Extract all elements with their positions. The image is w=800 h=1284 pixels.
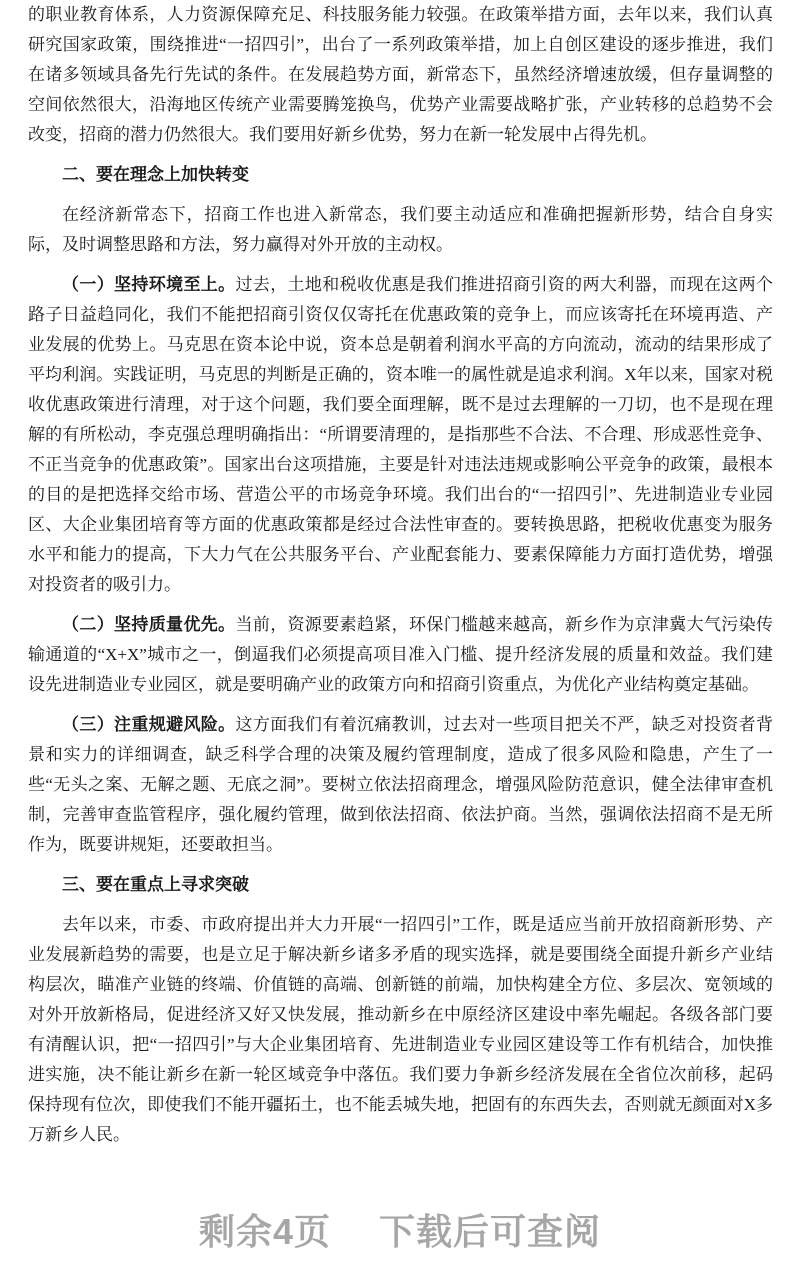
item-lead: （三）注重规避风险。 bbox=[62, 715, 236, 734]
item-lead: （一）坚持环境至上。 bbox=[62, 275, 236, 294]
item-text: 这方面我们有着沉痛教训，过去对一些项目把关不严，缺乏对投资者背景和实力的详细调查，缺乏科学合理的决策及履约管理制度，造成了很多风险和隐患，产生了一些“无头之案、无解之题、无底之洞”。要树立依法招商理念，增强风险防范意识，健全法律审查机制，完善审查监管程序，强化履约管理，做到依法招商、依法护商。当然，强调依法招商不是无所作为，既要讲规矩，还要敢担当。 bbox=[28, 715, 773, 854]
document-body bbox=[28, 0, 773, 1150]
section-2-item-3 bbox=[28, 710, 773, 860]
section-2-intro: 在经济新常态下，招商工作也进入新常态，我们要主动适应和准确把握新形势，结合自身实际，及时调整思路和方法，努力赢得对外开放的主动权。 bbox=[28, 205, 773, 254]
section-3-body: 去年以来，市委、市政府提出并大力开展“一招四引”工作，既是适应当前开放招商新形势、产业发展新趋势的需要，也是立足于解决新乡诸多矛盾的现实选择，就是要围绕全面提升新乡产业结构层次，瞄准产业链的终端、价值链的高端、创新链的前端，加快构建全方位、多层次、宽领域的对外开放新格局，促进经济又好又快发展，推动新乡在中原经济区建设中率先崛起。各级各部门要有清醒认识，把“一招四引”与大企业集团培育、先进制造业专业园区建设等工作有机结合，加快推进实施，决不能让新乡在新一轮区域竞争中落伍。我们要力争新乡经济发展在全省位次前移，起码保持现有位次，即使我们不能开疆拓土，也不能丢城失地，把固有的东西失去，否则就无颜面对X多万新乡人民。 bbox=[28, 915, 773, 1144]
download-to-view-label[interactable]: 下载后可查阅 bbox=[379, 1211, 602, 1252]
section-2-heading: 二、要在理念上加快转变 bbox=[62, 165, 249, 184]
intro-paragraph: 的职业教育体系，人力资源保障充足、科技服务能力较强。在政策举措方面，去年以来，我们认真研究国家政策，围绕推进“一招四引”，出台了一系列政策举措，加上自创区建设的逐步推进，我们在诸多领域具备先行先试的条件。在发展趋势方面，新常态下，虽然经济增速放缓，但存量调整的空间依然很大，沿海地区传统产业需要腾笼换鸟，优势产业需要战略扩张，产业转移的总趋势不会改变，招商的潜力仍然很大。我们要用好新乡优势，努力在新一轮发展中占得先机。 bbox=[28, 5, 773, 144]
item-text: 当前，资源要素趋紧，环保门槛越来越高，新乡作为京津冀大气污染传输通道的“X+X”城市之一，倒逼我们必须提高项目准入门槛、提升经济发展的质量和效益。我们建设先进制造业专业园区，就是要明确产业的政策方向和招商引资重点，为优化产业结构奠定基础。 bbox=[28, 615, 773, 694]
download-prompt[interactable] bbox=[0, 1210, 800, 1284]
section-3-heading: 三、要在重点上寻求突破 bbox=[62, 875, 249, 894]
item-lead: （二）坚持质量优先。 bbox=[62, 615, 236, 634]
section-2-item-1 bbox=[28, 270, 773, 600]
item-text: 过去，土地和税收优惠是我们推进招商引资的两大利器，而现在这两个路子日益趋同化，我们不能把招商引资仅仅寄托在优惠政策的竞争上，而应该寄托在环境再造、产业发展的优势上。马克思在资本论中说，资本总是朝着利润水平高的方向流动，流动的结果形成了平均利润。实践证明，马克思的判断是正确的，资本唯一的属性就是追求利润。X年以来，国家对税收优惠政策进行清理，对于这个问题，我们要全面理解，既不是过去理解的一刀切，也不是现在理解的有所松动，李克强总理明确指出：“所谓要清理的，是指那些不合法、不合理、形成恶性竞争、不正当竞争的优惠政策”。国家出台这项措施，主要是针对违法违规或影响公平竞争的政策，最根本的目的是把选择交给市场、营造公平的市场竞争环境。我们出台的“一招四引”、先进制造业专业园区、大企业集团培育等方面的优惠政策都是经过合法性审查的。要转换思路，把税收优惠变为服务水平和能力的提高，下大力气在公共服务平台、产业配套能力、要素保障能力方面打造优势，增强对投资者的吸引力。 bbox=[28, 275, 773, 594]
remaining-pages-label[interactable]: 剩余4页 bbox=[198, 1211, 331, 1252]
section-2-item-2 bbox=[28, 610, 773, 700]
